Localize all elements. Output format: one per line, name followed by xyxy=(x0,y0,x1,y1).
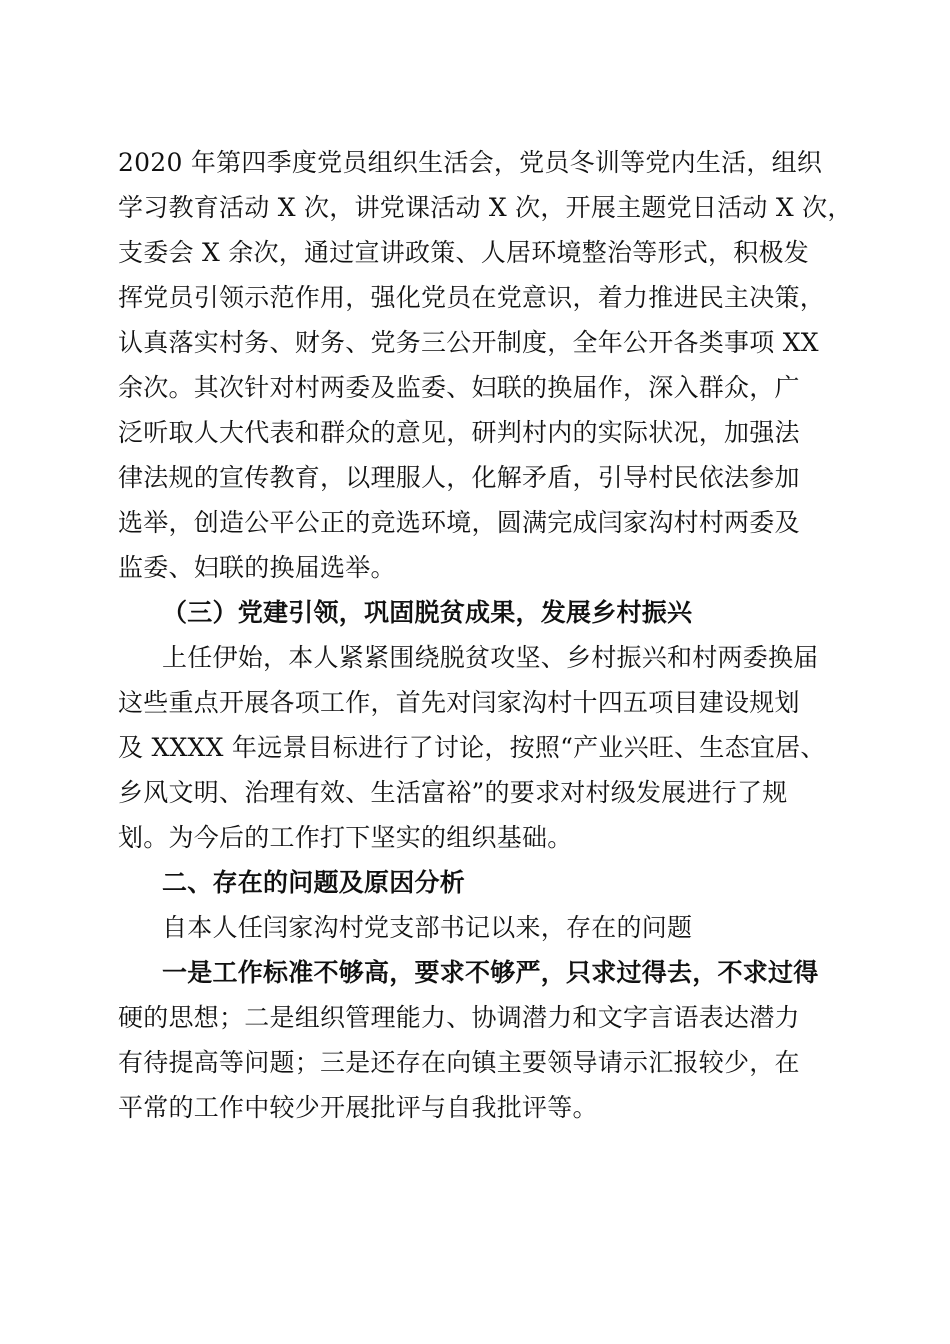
text-line: 硬的思想；二是组织管理能力、协调潜力和文字言语表达潜力 xyxy=(118,1003,800,1032)
text-line: 认真落实村务、财务、党务三公开制度，全年公开各类事项 XX xyxy=(118,328,819,357)
text-line: 有待提高等问题；三是还存在向镇主要领导请示汇报较少，在 xyxy=(118,1048,800,1077)
document-body xyxy=(118,140,853,1130)
text-line: 这些重点开展各项工作，首先对闫家沟村十四五项目建设规划 xyxy=(118,688,800,717)
section-heading-problems xyxy=(118,860,834,905)
paragraph-work-summary xyxy=(118,140,853,590)
paragraph-problems-list xyxy=(118,950,834,1130)
text-line: 乡风文明、治理有效、生活富裕”的要求对村级发展进行了规 xyxy=(118,778,788,807)
text-line: 平常的工作中较少开展批评与自我批评等。 xyxy=(118,1093,598,1122)
text-line: 挥党员引领示范作用，强化党员在党意识，着力推进民主决策， xyxy=(118,283,826,312)
text-line: 律法规的宣传教育，以理服人，化解矛盾，引导村民依法参加 xyxy=(118,463,800,492)
text-line: 一是工作标准不够高，要求不够严，只求过得去，不求过得 xyxy=(162,958,819,987)
text-line: 自本人任闫家沟村党支部书记以来，存在的问题 xyxy=(162,913,693,942)
text-line: 监委、妇联的换届选举。 xyxy=(118,553,396,582)
text-line: 上任伊始，本人紧紧围绕脱贫攻坚、乡村振兴和村两委换届 xyxy=(162,643,819,672)
text-line: 及 XXXX 年远景目标进行了讨论，按照“产业兴旺、生态宜居、 xyxy=(118,733,826,762)
text-line: 2020 年第四季度党员组织生活会，党员冬训等党内生活，组织 xyxy=(118,148,823,177)
paragraph-rural-revitalization xyxy=(118,635,834,860)
paragraph-problems-intro xyxy=(118,905,834,950)
text-line: 学习教育活动 X 次，讲党课活动 X 次，开展主题党日活动 X 次， xyxy=(118,193,853,222)
text-line: 泛听取人大代表和群众的意见，研判村内的实际状况，加强法 xyxy=(118,418,800,447)
text-line: 划。为今后的工作打下坚实的组织基础。 xyxy=(118,823,573,852)
subheading-party-building xyxy=(118,590,834,635)
text-line: 支委会 X 余次，通过宣讲政策、人居环境整治等形式，积极发 xyxy=(118,238,809,267)
text-line: 选举，创造公平公正的竞选环境，圆满完成闫家沟村村两委及 xyxy=(118,508,800,537)
subheading-text: （三）党建引领，巩固脱贫成果，发展乡村振兴 xyxy=(162,598,693,627)
text-line: 余次。其次针对村两委及监委、妇联的换届作，深入群众，广 xyxy=(118,373,800,402)
section-heading-text: 二、存在的问题及原因分析 xyxy=(162,868,466,897)
